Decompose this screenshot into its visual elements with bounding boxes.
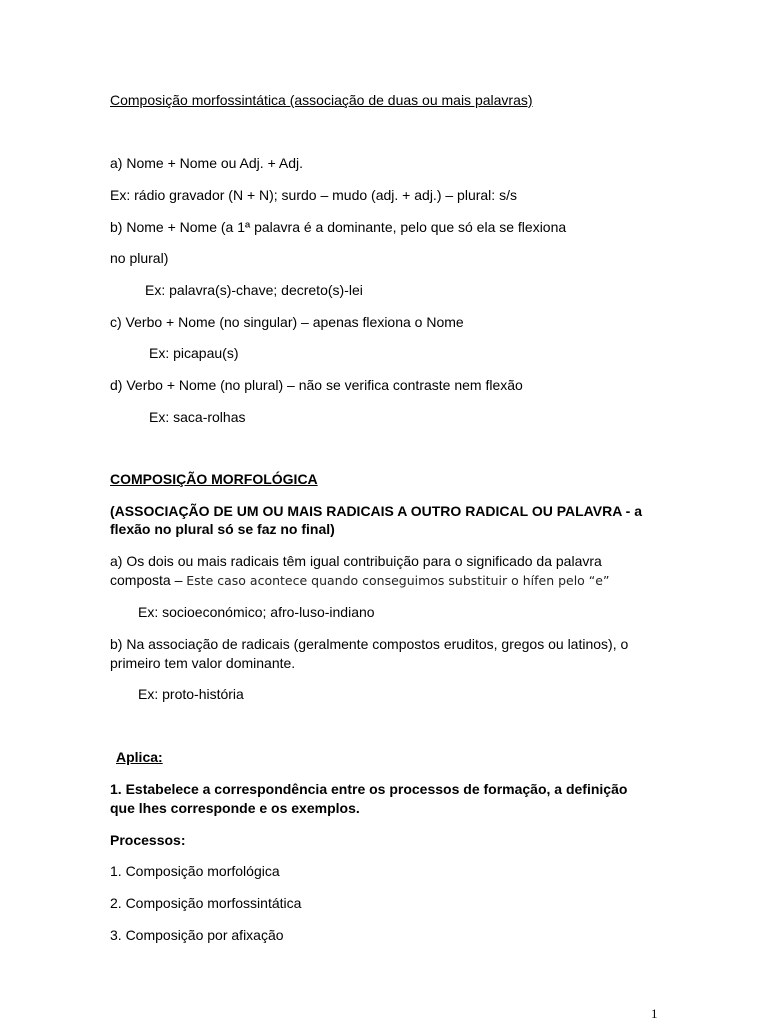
- process-item: 3. Composição por afixação: [110, 927, 284, 943]
- process-item: 2. Composição morfossintática: [110, 895, 302, 911]
- morf-rule-a-example: Ex: socioeconómico; afro-luso-indiano: [138, 604, 375, 620]
- rule-b-line1: b) Nome + Nome (a 1ª palavra é a dominante, pelo que só ela se flexiona: [110, 219, 567, 235]
- morf-rule-b-example: Ex: proto-história: [138, 686, 244, 702]
- morf-rule-b-line2: primeiro tem valor dominante.: [110, 655, 296, 671]
- morf-rule-a-text: composta –: [110, 572, 187, 588]
- question-1-line1: 1. Estabelece a correspondência entre os processos de formação, a definição: [110, 781, 628, 797]
- rule-b-line2: no plural): [110, 250, 169, 266]
- section-subtitle-line1: (ASSOCIAÇÃO DE UM OU MAIS RADICAIS A OUTRO RADICAL OU PALAVRA - a: [110, 503, 643, 519]
- rule-c-example: Ex: picapau(s): [149, 345, 239, 361]
- process-item: 1. Composição morfológica: [110, 863, 280, 879]
- aplica-title-text: Aplica:: [116, 749, 163, 765]
- rule-a-example: Ex: rádio gravador (N + N); surdo – mudo (adj. + adj.) – plural: s/s: [110, 187, 517, 203]
- page-number: 1: [651, 1006, 658, 1021]
- section-subtitle-line2: flexão no plural só se faz no final): [110, 521, 335, 537]
- rule-c: c) Verbo + Nome (no singular) – apenas flexiona o Nome: [110, 314, 464, 330]
- rule-d: d) Verbo + Nome (no plural) – não se verifica contraste nem flexão: [110, 377, 523, 393]
- question-1-line2: que lhes corresponde e os exemplos.: [110, 800, 360, 816]
- morf-rule-a-note: Este caso acontece quando conseguimos substituir o hífen pelo “e”: [186, 573, 610, 588]
- morf-rule-a-line1: a) Os dois ou mais radicais têm igual contribuição para o significado da palavra: [110, 553, 602, 569]
- morf-rule-b-line1: b) Na associação de radicais (geralmente compostos eruditos, gregos ou latinos), o: [110, 636, 629, 652]
- rule-b-example: Ex: palavra(s)-chave; decreto(s)-lei: [145, 282, 363, 298]
- section-title-aplica: [116, 749, 163, 766]
- rule-d-example: Ex: saca-rolhas: [149, 409, 246, 425]
- section-title-morfologica: COMPOSIÇÃO MORFOLÓGICA: [110, 471, 318, 487]
- processes-label: Processos:: [110, 832, 186, 848]
- morf-rule-a-line2: [110, 572, 609, 589]
- section-title-morfossintatica: Composição morfossintática (associação de duas ou mais palavras): [110, 92, 533, 108]
- rule-a: a) Nome + Nome ou Adj. + Adj.: [110, 155, 303, 171]
